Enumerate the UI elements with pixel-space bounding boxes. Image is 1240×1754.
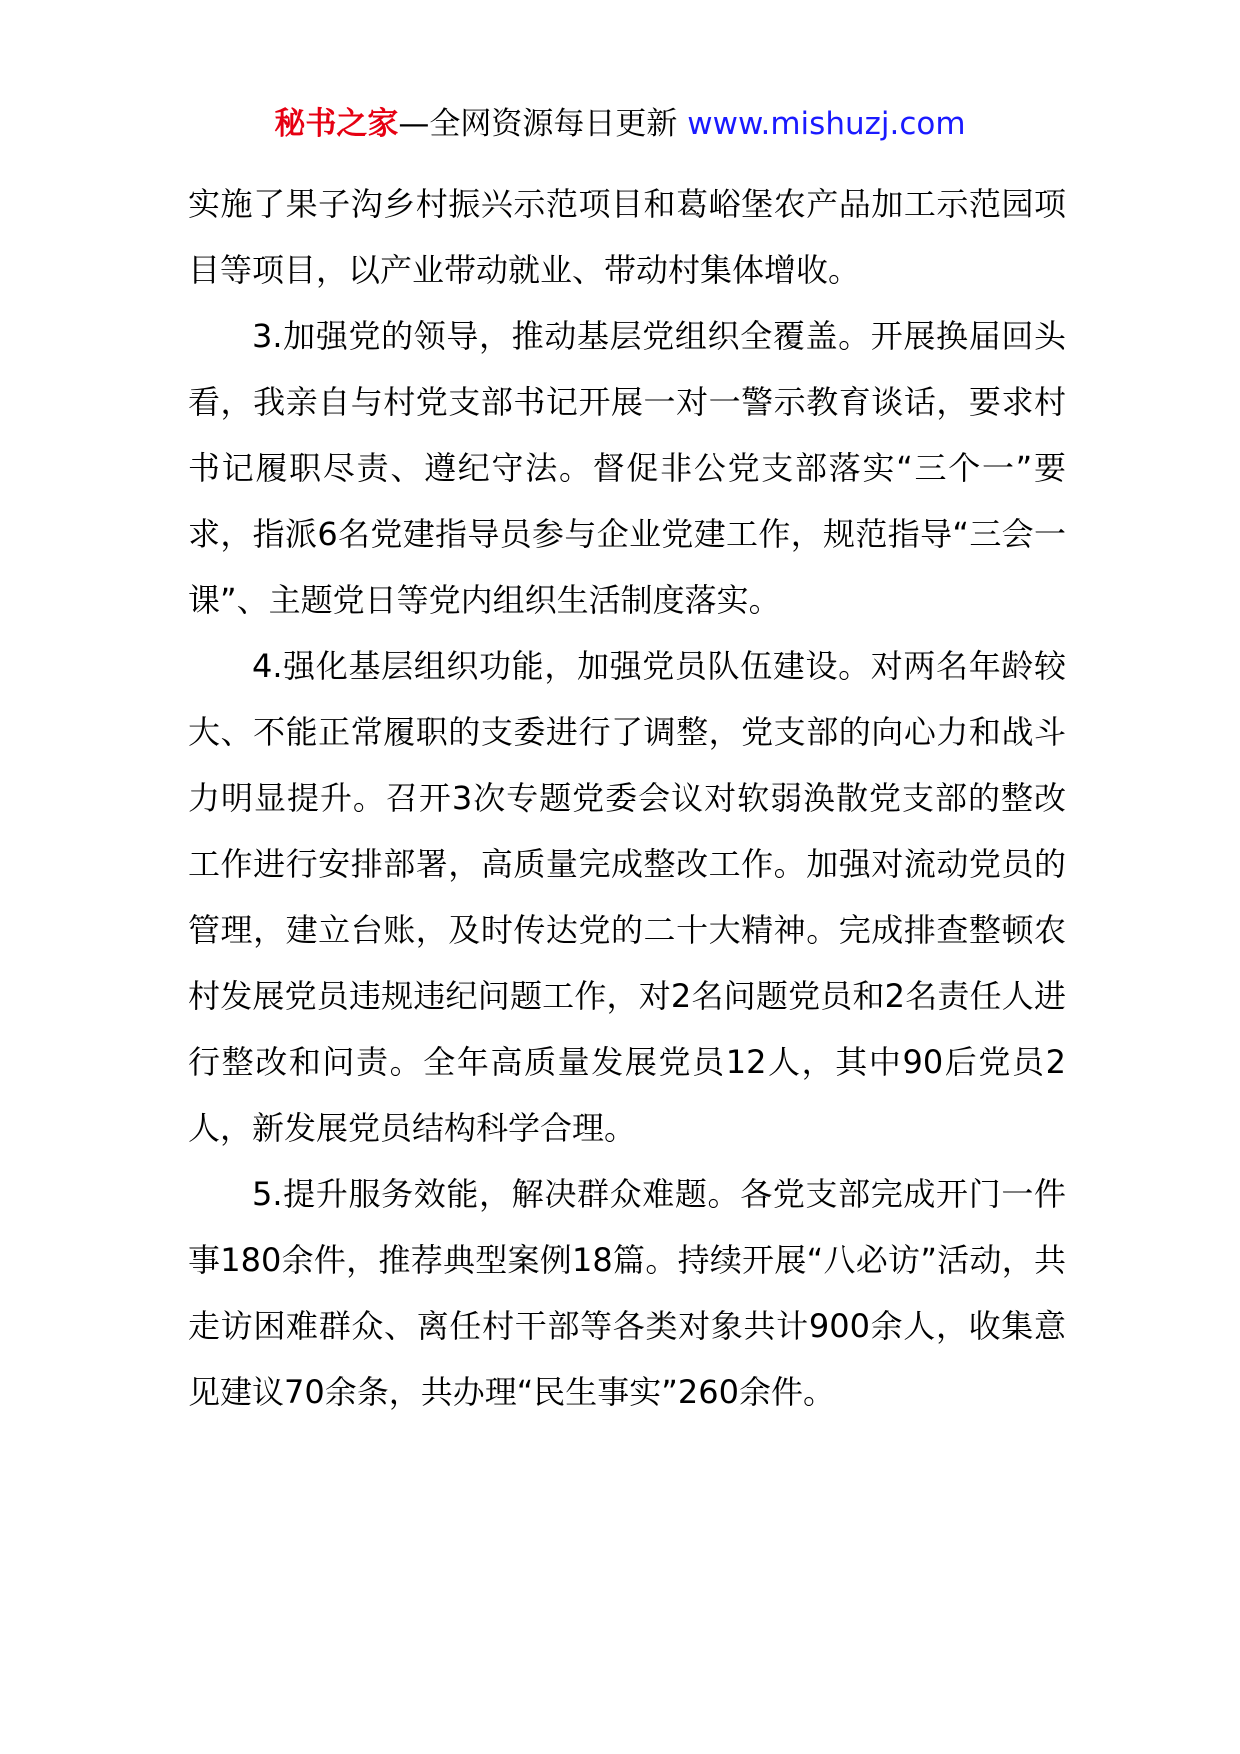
paragraph-continued: 实施了果子沟乡村振兴示范项目和葛峪堡农产品加工示范园项目等项目，以产业带动就业、带动村集体增收。 (188, 185, 1066, 289)
site-header (0, 104, 1240, 144)
paragraph-item-3: 3.加强党的领导，推动基层党组织全覆盖。开展换届回头看，我亲自与村党支部书记开展一对一警示教育谈话，要求村书记履职尽责、遵纪守法。督促非公党支部落实“三个一”要求，指派6名党建指导员参与企业党建工作，规范指导“三会一课”、主题党日等党内组织生活制度落实。 (188, 317, 1066, 619)
paragraph-item-4: 4.强化基层组织功能，加强党员队伍建设。对两名年龄较大、不能正常履职的支委进行了调整，党支部的向心力和战斗力明显提升。召开3次专题党委会议对软弱涣散党支部的整改工作进行安排部署，高质量完成整改工作。加强对流动党员的管理，建立台账，及时传达党的二十大精神。完成排查整顿农村发展党员违规违纪问题工作，对2名问题党员和2名责任人进行整改和问责。全年高质量发展党员12人，其中90后党员2人，新发展党员结构科学合理。 (188, 647, 1066, 1147)
site-tagline: —全网资源每日更新 (398, 106, 688, 142)
paragraph-item-5: 5.提升服务效能，解决群众难题。各党支部完成开门一件事180余件，推荐典型案例18篇。持续开展“八必访”活动，共走访困难群众、离任村干部等各类对象共计900余人，收集意见建议70余条，共办理“民生事实”260余件。 (188, 1175, 1066, 1411)
site-brand: 秘书之家 (274, 106, 399, 142)
site-url-link[interactable]: www.mishuzj.com (687, 106, 966, 142)
document-body (188, 171, 1066, 1425)
